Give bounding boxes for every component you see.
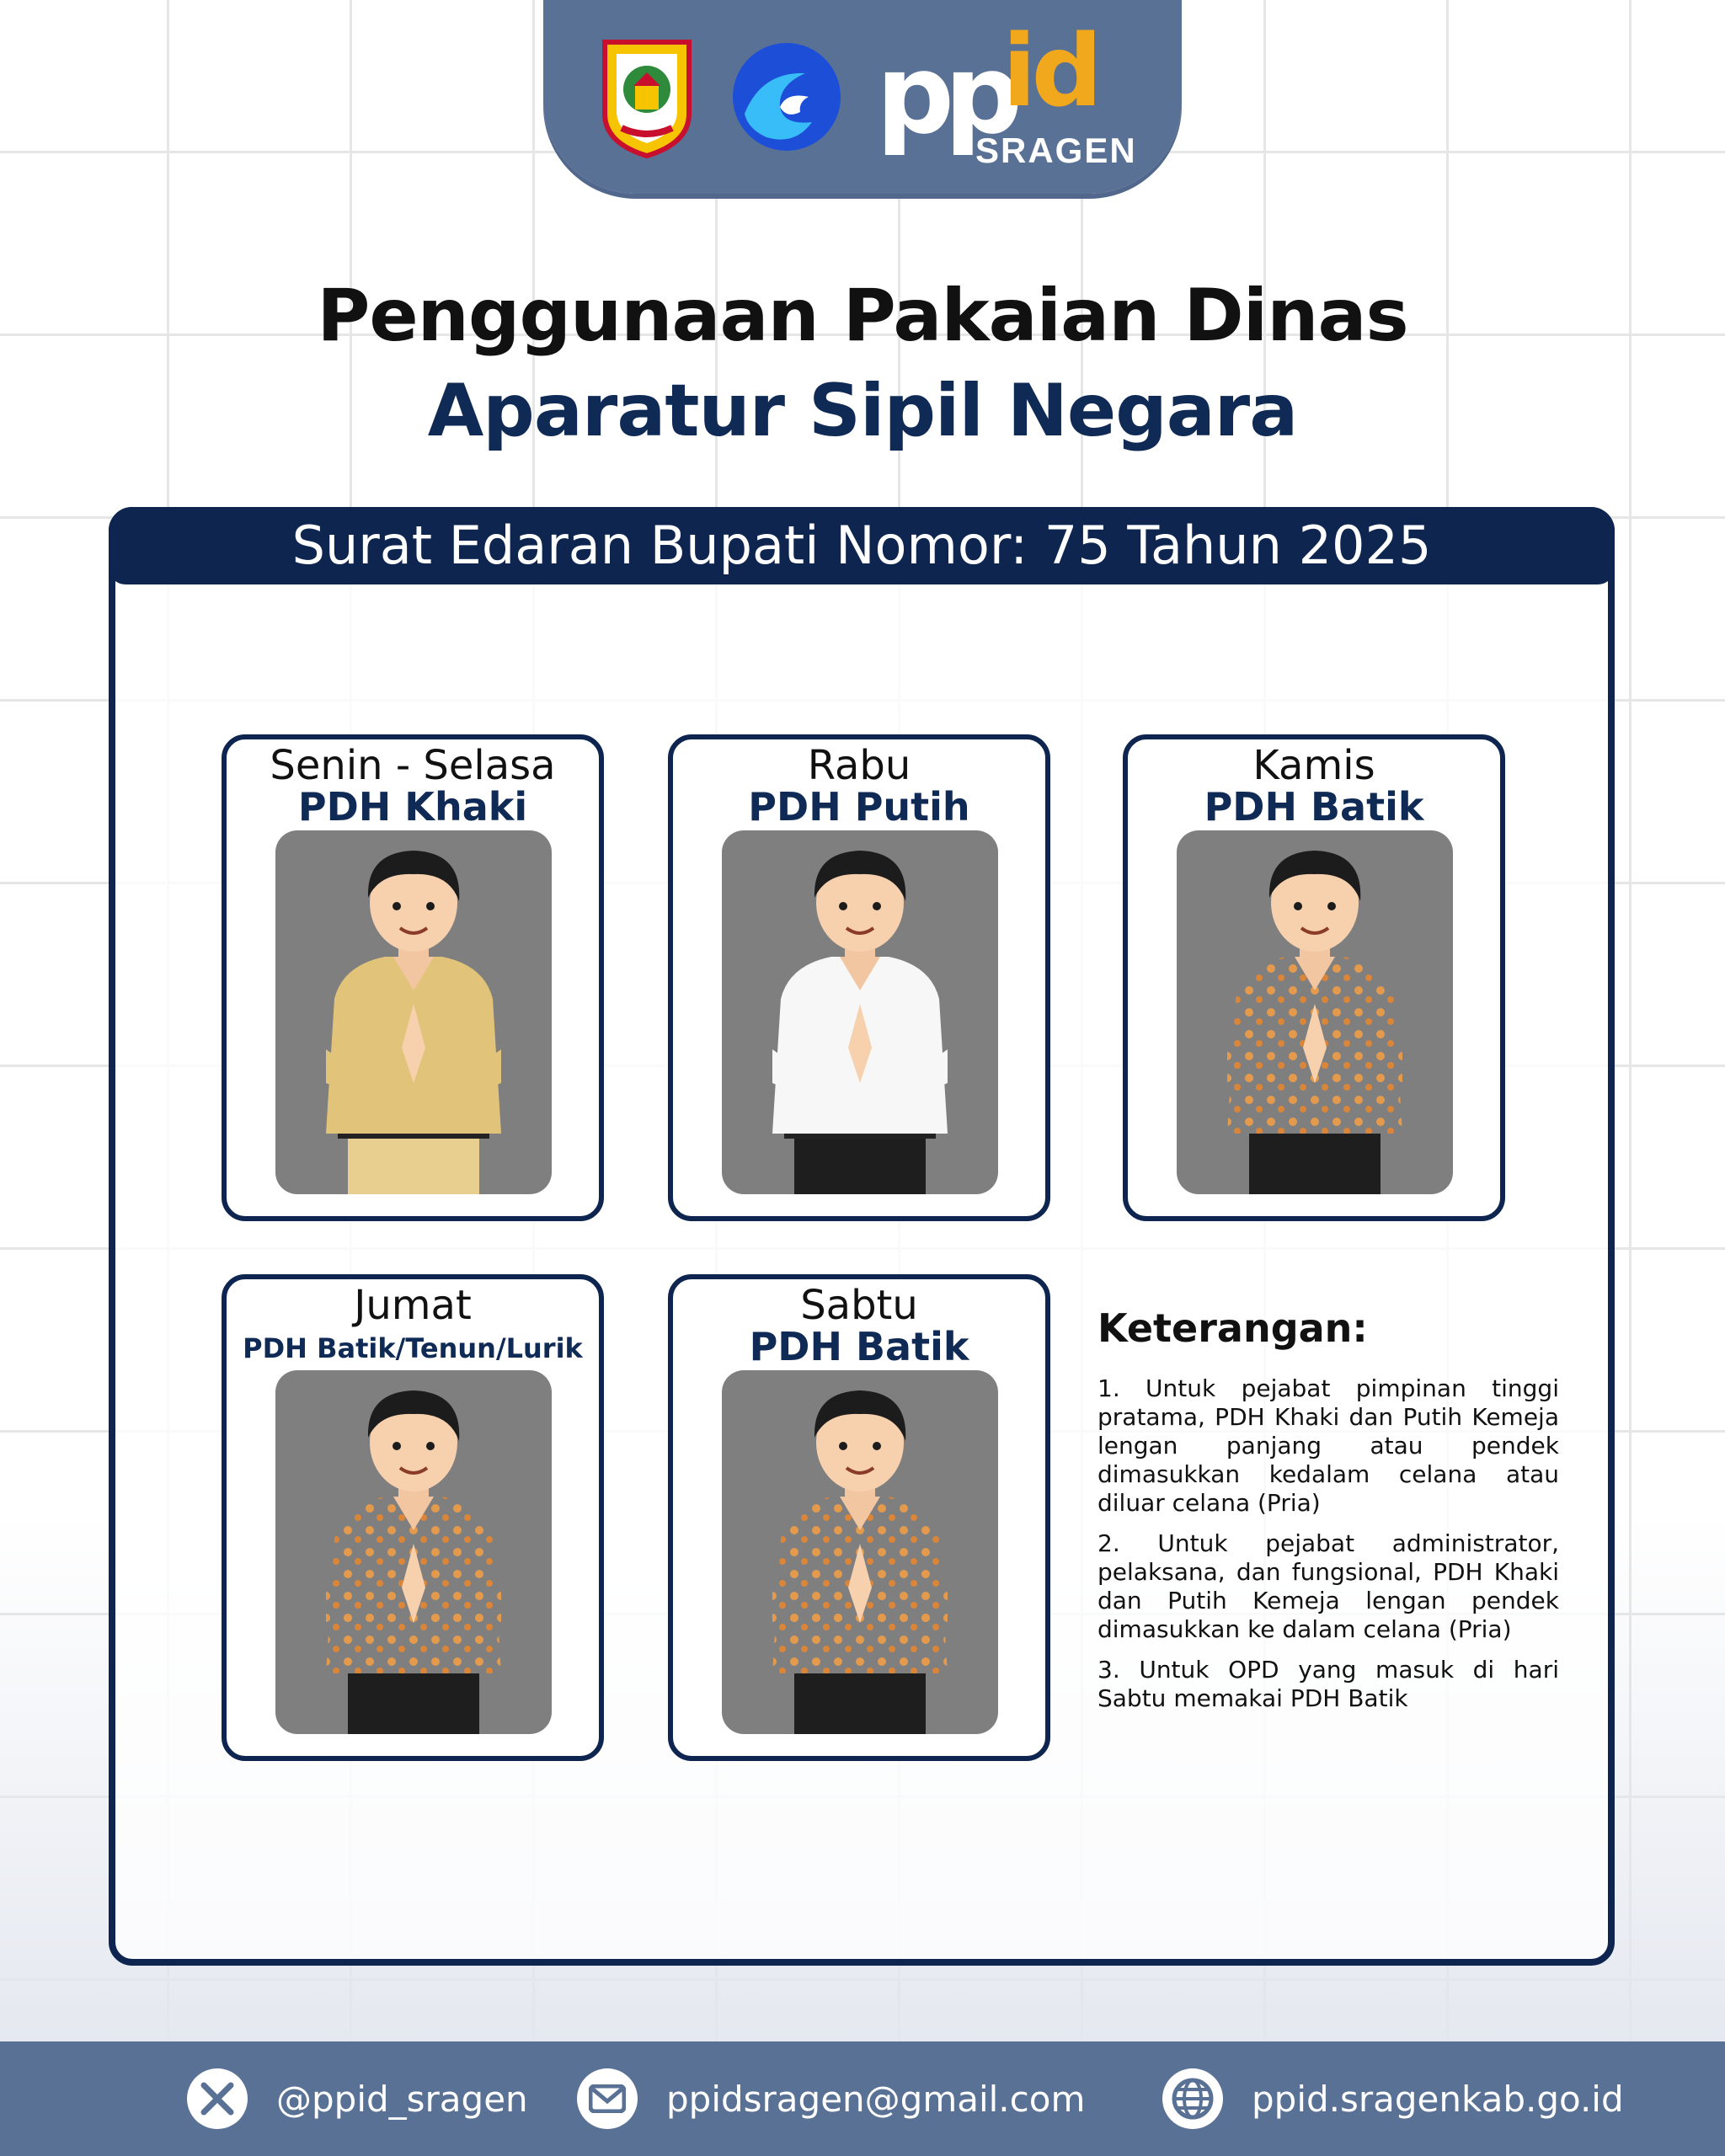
person-khaki-illustration: [275, 830, 552, 1194]
card-uniform: PDH Batik: [749, 1324, 969, 1369]
card-senin-selasa: [222, 734, 604, 1221]
notes-item: 3. Untuk OPD yang masuk di hari Sabtu memakai PDH Batik: [1097, 1656, 1559, 1712]
brand-city: SRAGEN: [975, 131, 1137, 170]
card-day: Jumat: [354, 1282, 472, 1329]
card-jumat: [222, 1274, 604, 1761]
card-day: Senin - Selasa: [270, 742, 556, 789]
twitter-handle: @ppid_sragen: [276, 2078, 528, 2120]
mail-icon: [577, 2068, 638, 2129]
card-kamis: [1123, 734, 1505, 1221]
website-url: ppid.sragenkab.go.id: [1252, 2078, 1624, 2120]
brand-pp: pp: [876, 30, 1013, 158]
person-white-illustration: [722, 830, 998, 1194]
email-address: ppidsragen@gmail.com: [666, 2078, 1086, 2120]
x-twitter-icon: [187, 2068, 248, 2129]
footer-email[interactable]: [577, 2041, 1085, 2156]
card-day: Rabu: [807, 742, 911, 789]
person-batik-illustration: [722, 1370, 998, 1734]
page-title: Penggunaan Pakaian Dinas: [317, 274, 1408, 358]
page-subtitle: Aparatur Sipil Negara: [427, 369, 1298, 453]
card-day: Sabtu: [800, 1282, 918, 1329]
card-uniform: PDH Batik: [1204, 784, 1424, 830]
person-batik-stripe-illustration: [275, 1370, 552, 1734]
card-uniform: PDH Putih: [748, 784, 970, 830]
ppid-logo: [876, 13, 1137, 173]
panel-header: Surat Edaran Bupati Nomor: 75 Tahun 2025: [109, 507, 1615, 584]
kominfo-wave-icon: [728, 38, 846, 156]
notes-section: [1097, 1305, 1559, 1725]
card-uniform: PDH Khaki: [297, 784, 528, 830]
brand-id: id: [1002, 13, 1097, 129]
notes-item: 1. Untuk pejabat pimpinan tinggi pratama, PDH Khaki dan Putih Kemeja lengan panjang atau pendek dimasukkan kedalam celana atau diluar celana (Pria): [1097, 1374, 1559, 1517]
card-rabu: [668, 734, 1050, 1221]
card-uniform: PDH Batik/Tenun/Lurik: [243, 1332, 583, 1364]
footer-twitter[interactable]: [187, 2041, 528, 2156]
card-day: Kamis: [1252, 742, 1375, 789]
regency-crest-icon: [596, 34, 697, 160]
notes-item: 2. Untuk pejabat administrator, pelaksana, dan fungsional, PDH Khaki dan Putih Kemeja lengan pendek dimasukkan ke dalam celana (Pria): [1097, 1529, 1559, 1643]
notes-title: Keterangan:: [1097, 1305, 1368, 1351]
globe-icon: [1162, 2068, 1223, 2129]
header-logo-bar: [543, 0, 1182, 194]
footer-website[interactable]: [1162, 2041, 1624, 2156]
footer-bar: [0, 2041, 1725, 2156]
person-batik-illustration: [1177, 830, 1453, 1194]
card-sabtu: [668, 1274, 1050, 1761]
